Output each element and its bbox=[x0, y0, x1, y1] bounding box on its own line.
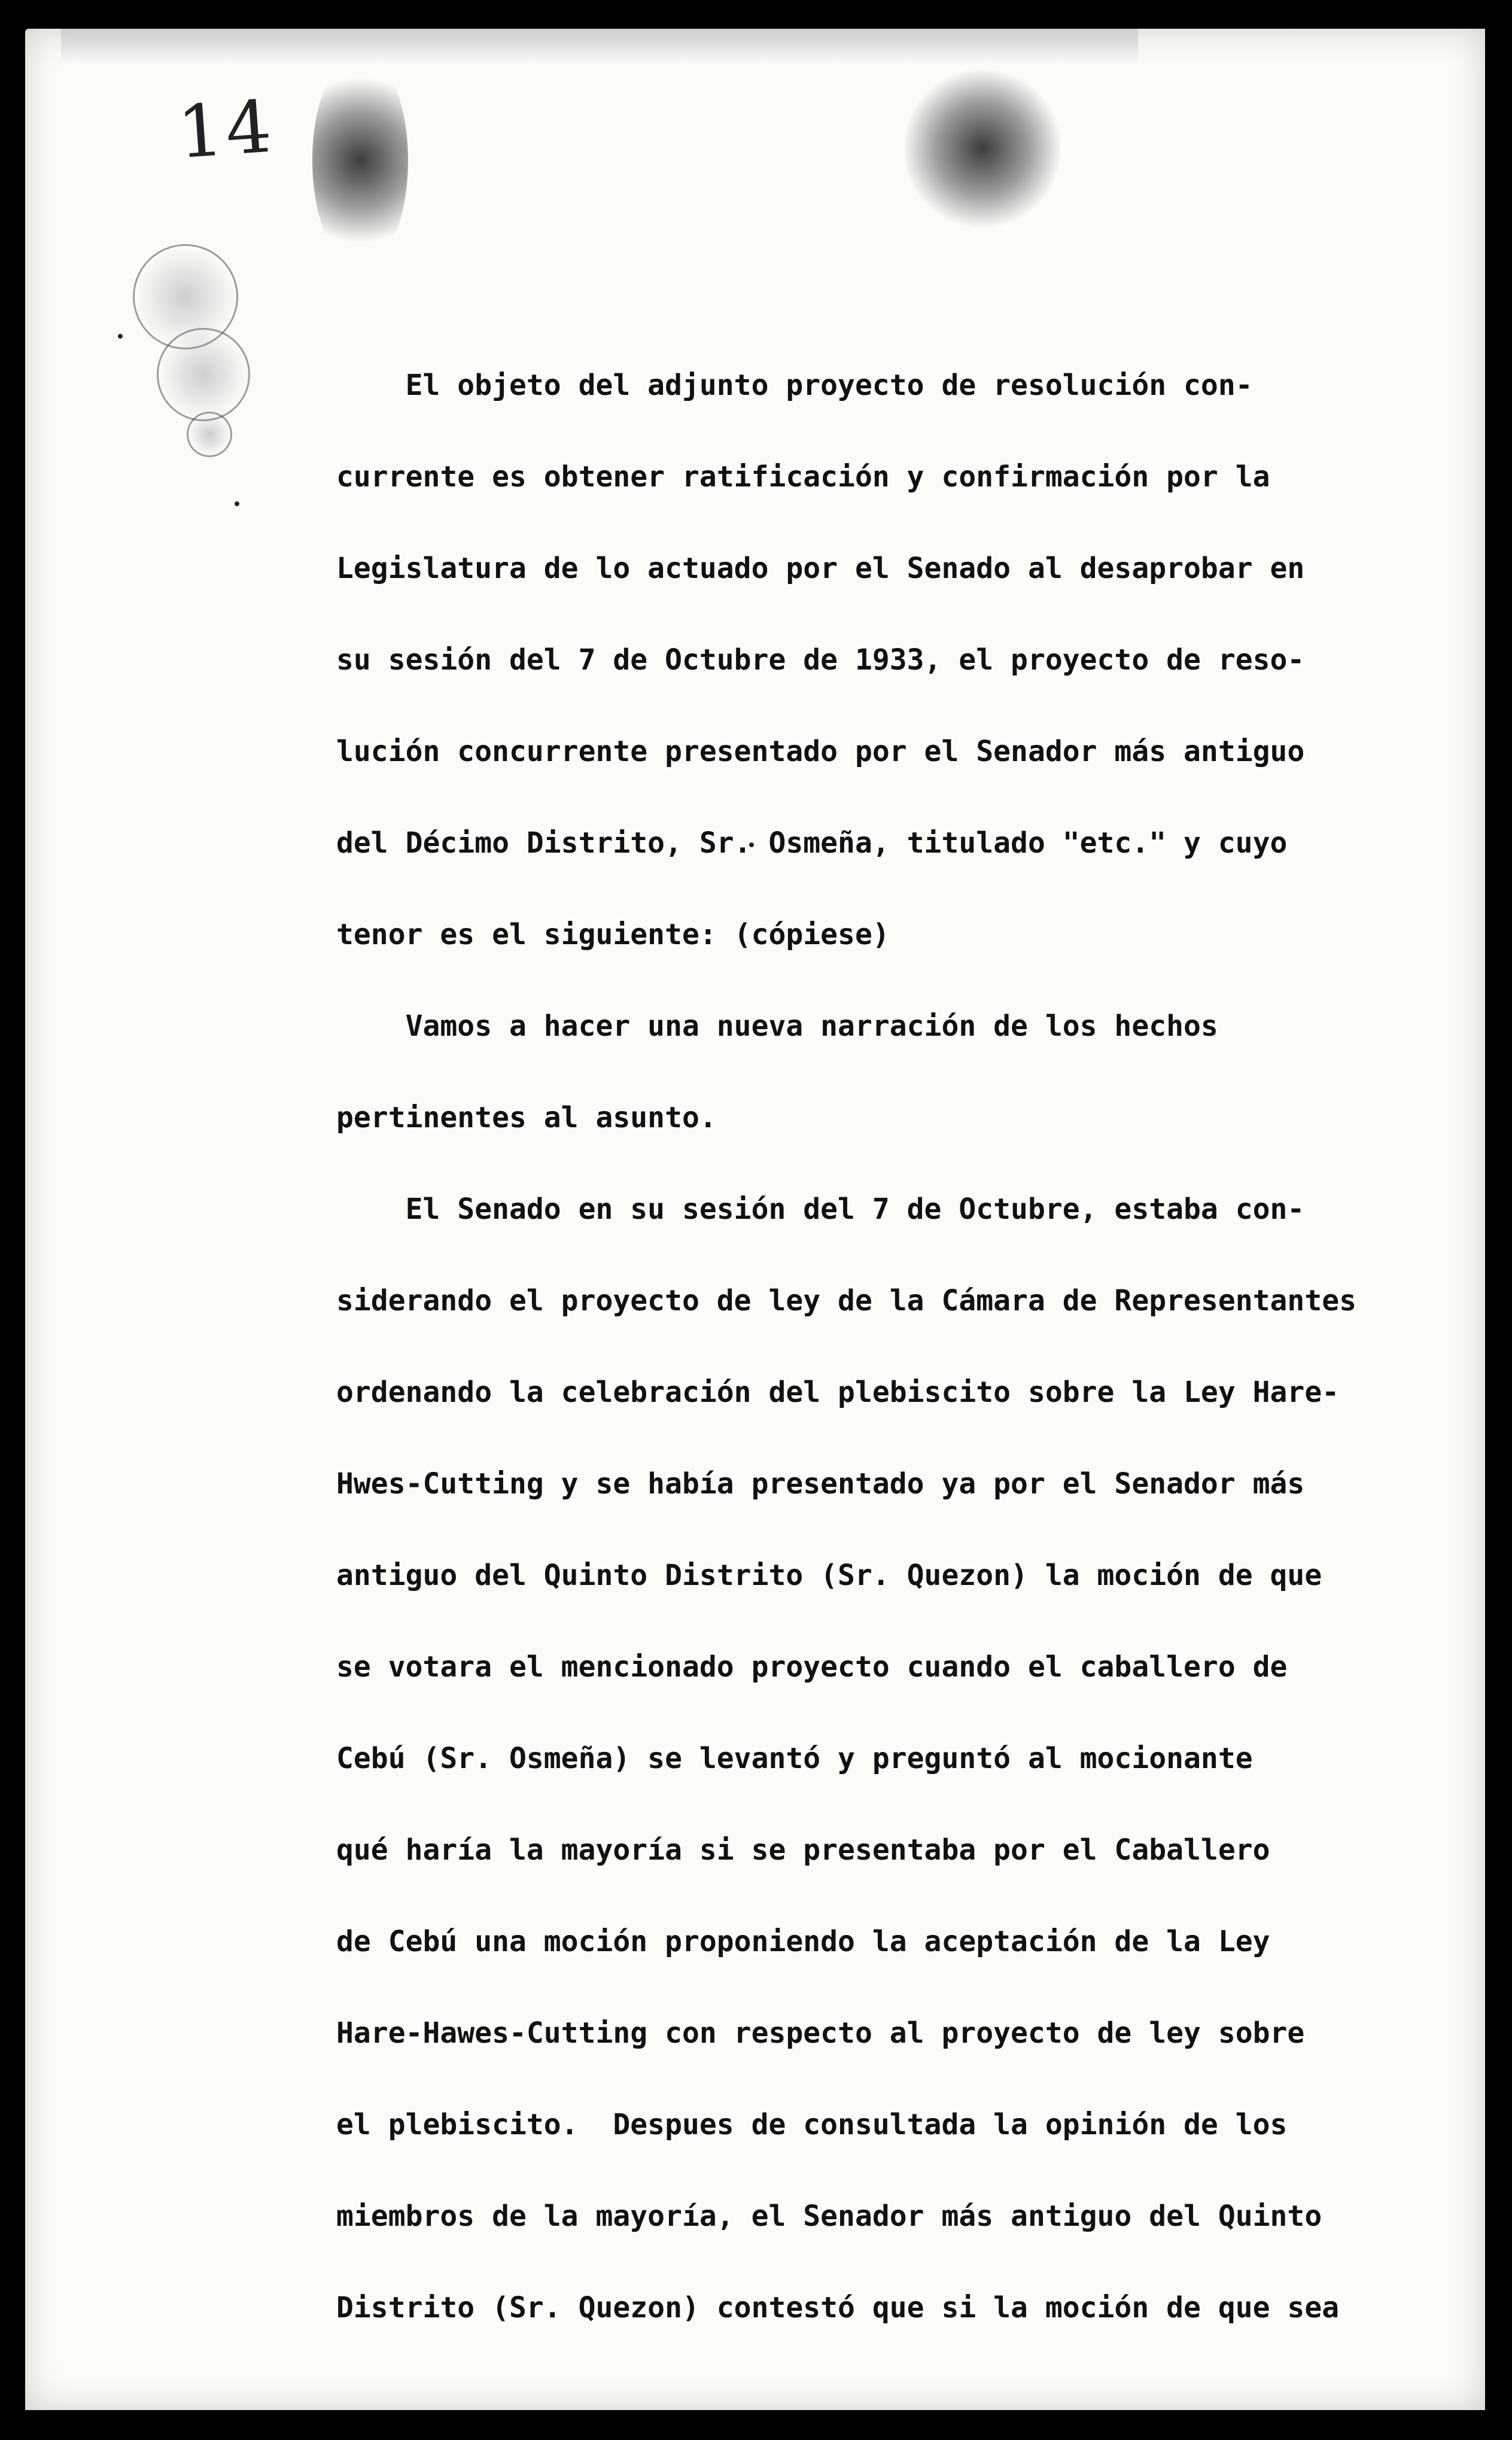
ink-speck bbox=[118, 334, 123, 339]
text-line: Hare-Hawes-Cutting con respecto al proyecto de ley sobre bbox=[336, 2016, 1305, 2050]
text-line: se votara el mencionado proyecto cuando el caballero de bbox=[336, 1650, 1288, 1684]
text-line: ordenando la celebración del plebiscito sobre la Ley Hare- bbox=[336, 1376, 1340, 1409]
document-page bbox=[25, 29, 1485, 2410]
text-line: el plebiscito. Despues de consultada la opinión de los bbox=[336, 2108, 1288, 2141]
binding-hole-mark bbox=[187, 412, 232, 457]
text-line: siderando el proyecto de ley de la Cámara de Representantes bbox=[336, 1284, 1357, 1318]
text-line: del Décimo Distrito, Sr. Osmeña, titulado "etc." y cuyo bbox=[336, 826, 1288, 860]
text-line: lución concurrente presentado por el Senador más antiguo bbox=[336, 735, 1305, 768]
text-line: qué haría la mayoría si se presentaba por el Caballero bbox=[336, 1833, 1270, 1867]
text-line: Vamos a hacer una nueva narración de los hechos bbox=[336, 1009, 1218, 1043]
text-line: Hwes-Cutting y se había presentado ya por el Senador más bbox=[336, 1467, 1305, 1501]
ink-stain-left bbox=[312, 53, 408, 268]
text-line: currente es obtener ratificación y confirmación por la bbox=[336, 460, 1270, 494]
text-line: tenor es el siguiente: (cópiese) bbox=[336, 918, 890, 951]
typed-body-text bbox=[336, 340, 1425, 2354]
text-line: El Senado en su sesión del 7 de Octubre, estaba con- bbox=[336, 1192, 1305, 1226]
ink-speck bbox=[235, 501, 239, 506]
ink-stain-right bbox=[905, 65, 1060, 232]
text-line: su sesión del 7 de Octubre de 1933, el proyecto de reso- bbox=[336, 643, 1305, 677]
torn-top-edge bbox=[61, 29, 1138, 65]
binding-hole-mark bbox=[157, 328, 250, 421]
handwritten-page-number: 14 bbox=[175, 85, 277, 175]
text-line: antiguo del Quinto Distrito (Sr. Quezon) la moción de que bbox=[336, 1559, 1322, 1592]
text-line: Legislatura de lo actuado por el Senado al desaprobar en bbox=[336, 552, 1305, 585]
text-line: pertinentes al asunto. bbox=[336, 1101, 717, 1134]
text-line: Distrito (Sr. Quezon) contestó que si la moción de que sea bbox=[336, 2291, 1340, 2325]
text-line: Cebú (Sr. Osmeña) se levantó y preguntó al mocionante bbox=[336, 1742, 1253, 1775]
text-line: El objeto del adjunto proyecto de resolución con- bbox=[336, 369, 1253, 402]
text-line: miembros de la mayoría, el Senador más antiguo del Quinto bbox=[336, 2199, 1322, 2233]
text-line: de Cebú una moción proponiendo la aceptación de la Ley bbox=[336, 1925, 1270, 1958]
